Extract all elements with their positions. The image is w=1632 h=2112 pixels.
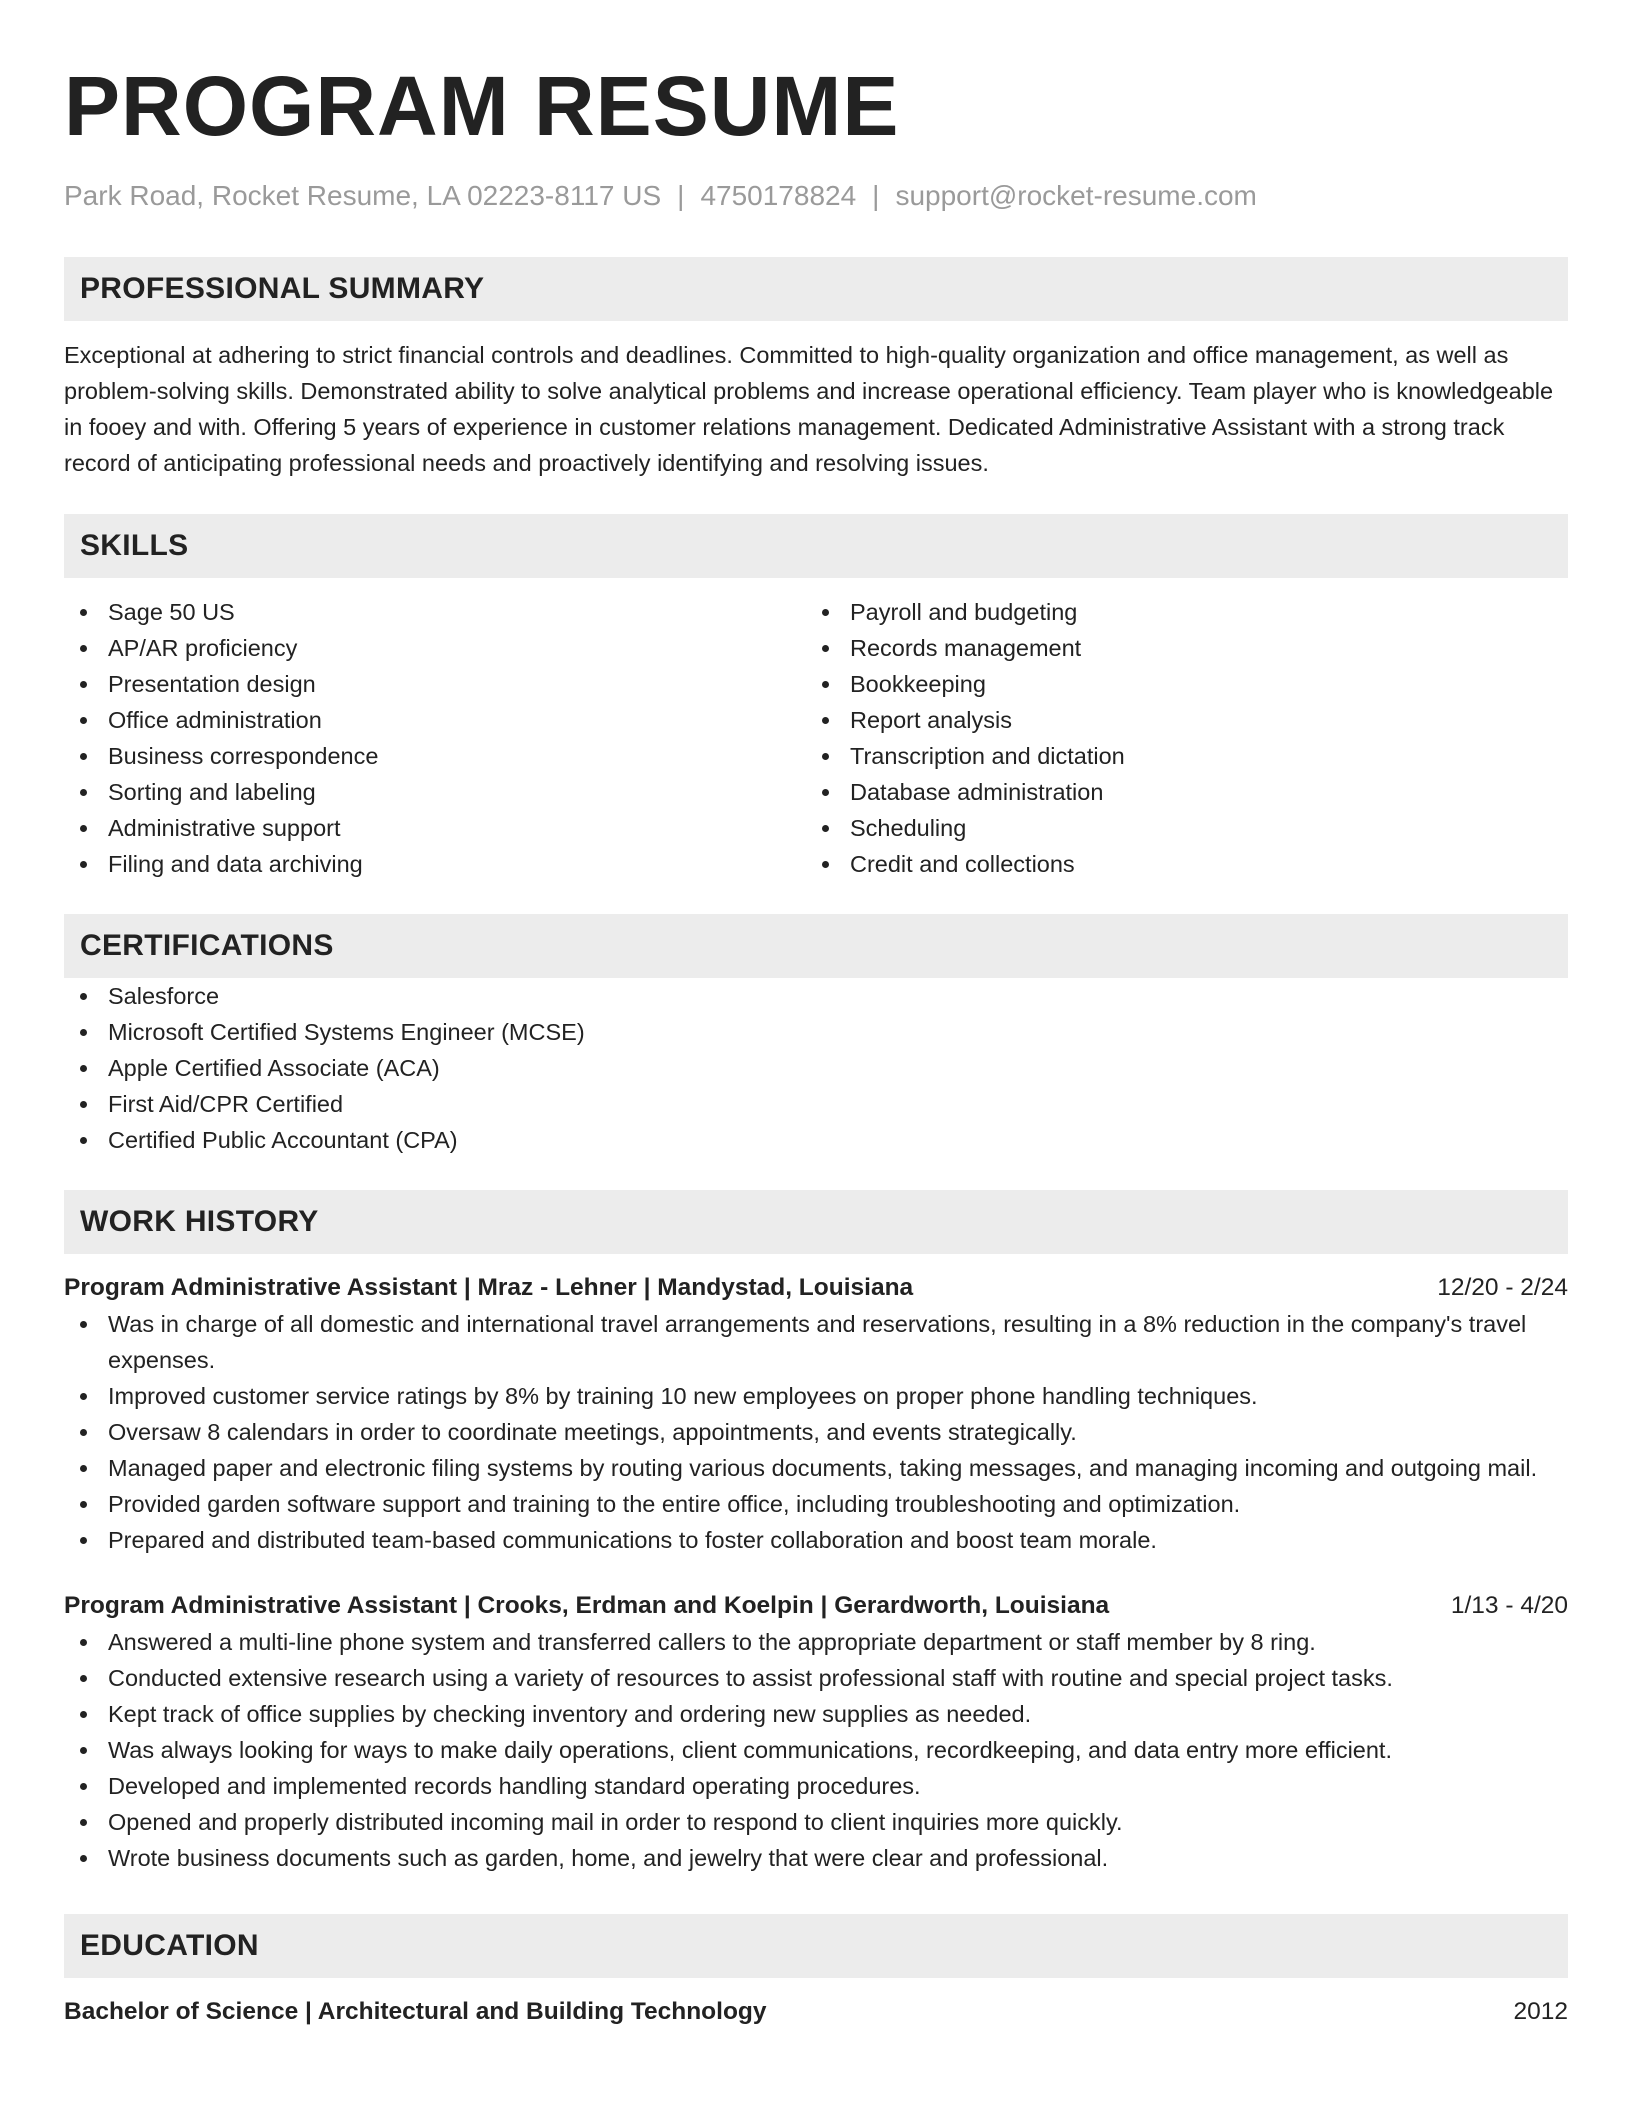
- contact-phone: 4750178824: [700, 180, 857, 211]
- certifications-section: [64, 914, 1568, 1158]
- skill-item: Report analysis: [806, 702, 1548, 738]
- skill-item: Scheduling: [806, 810, 1548, 846]
- job-dates: 12/20 - 2/24: [1437, 1274, 1568, 1301]
- job-bullet: Managed paper and electronic filing systems by routing various documents, taking messages, and managing incoming and outgoing mail.: [64, 1450, 1568, 1486]
- job-bullet: Was always looking for ways to make daily operations, client communications, recordkeeping, and data entry more efficient.: [64, 1732, 1568, 1768]
- certifications-heading: CERTIFICATIONS: [64, 914, 1568, 978]
- skill-item: Administrative support: [64, 810, 806, 846]
- work-history-section: [64, 1190, 1568, 1876]
- contact-line: [64, 178, 1568, 214]
- job-bullet: Kept track of office supplies by checking inventory and ordering new supplies as needed.: [64, 1696, 1568, 1732]
- skills-left-list: [64, 594, 806, 882]
- summary-text: Exceptional at adhering to strict financial controls and deadlines. Committed to high-quality organization and office management, as well as problem-solving skills. Demonstrated ability to solve analytical problems and increase operational efficiency. Team player who is knowledgeable in fooey and with. Offering 5 years of experience in customer relations management. Dedicated Administrative Assistant with a strong track record of anticipating professional needs and proactively identifying and resolving issues.: [64, 342, 1554, 476]
- skill-item: Transcription and dictation: [806, 738, 1548, 774]
- education-entry: [64, 1994, 1568, 2030]
- job-entry: [64, 1588, 1568, 1876]
- education-year: 2012: [1513, 1998, 1568, 2025]
- certification-item: First Aid/CPR Certified: [64, 1086, 1568, 1122]
- summary-heading: PROFESSIONAL SUMMARY: [64, 257, 1568, 321]
- certification-item: Microsoft Certified Systems Engineer (MCSE): [64, 1014, 1568, 1050]
- job-dates: 1/13 - 4/20: [1450, 1592, 1568, 1619]
- skill-item: Business correspondence: [64, 738, 806, 774]
- contact-separator: |: [677, 180, 685, 211]
- job-title: Program Administrative Assistant | Mraz - Lehner | Mandystad, Louisiana: [64, 1274, 914, 1301]
- skill-item: AP/AR proficiency: [64, 630, 806, 666]
- certification-item: Certified Public Accountant (CPA): [64, 1122, 1568, 1158]
- skill-item: Database administration: [806, 774, 1548, 810]
- job-header: [64, 1588, 1568, 1624]
- skill-item: Payroll and budgeting: [806, 594, 1548, 630]
- contact-address: Park Road, Rocket Resume, LA 02223-8117 US: [64, 180, 662, 211]
- resume-name: PROGRAM RESUME: [64, 59, 900, 153]
- job-bullets: [64, 1624, 1568, 1876]
- certification-item: Salesforce: [64, 978, 1568, 1014]
- certifications-list: [64, 978, 1568, 1158]
- job-bullet: Opened and properly distributed incoming mail in order to respond to client inquiries more quickly.: [64, 1804, 1568, 1840]
- skill-item: Bookkeeping: [806, 666, 1548, 702]
- skills-section: [64, 514, 1568, 882]
- skill-item: Sorting and labeling: [64, 774, 806, 810]
- skill-item: Sage 50 US: [64, 594, 806, 630]
- skills-grid: [64, 594, 1568, 882]
- job-entry: [64, 1270, 1568, 1558]
- job-bullet: Answered a multi-line phone system and transferred callers to the appropriate department or staff member by 8 ring.: [64, 1624, 1568, 1660]
- job-bullet: Improved customer service ratings by 8% by training 10 new employees on proper phone handling techniques.: [64, 1378, 1568, 1414]
- job-bullet: Conducted extensive research using a variety of resources to assist professional staff with routine and special project tasks.: [64, 1660, 1568, 1696]
- job-bullets: [64, 1306, 1568, 1558]
- education-heading: EDUCATION: [64, 1914, 1568, 1978]
- job-bullet: Oversaw 8 calendars in order to coordinate meetings, appointments, and events strategically.: [64, 1414, 1568, 1450]
- skill-item: Credit and collections: [806, 846, 1548, 882]
- contact-email: support@rocket-resume.com: [895, 180, 1257, 211]
- summary-section: [64, 257, 1568, 481]
- job-title: Program Administrative Assistant | Crooks, Erdman and Koelpin | Gerardworth, Louisiana: [64, 1592, 1110, 1619]
- skill-item: Presentation design: [64, 666, 806, 702]
- job-header: [64, 1270, 1568, 1306]
- job-bullet: Provided garden software support and training to the entire office, including troubleshooting and optimization.: [64, 1486, 1568, 1522]
- skill-item: Filing and data archiving: [64, 846, 806, 882]
- contact-separator: |: [872, 180, 880, 211]
- skill-item: Office administration: [64, 702, 806, 738]
- work-history-heading: WORK HISTORY: [64, 1190, 1568, 1254]
- skill-item: Records management: [806, 630, 1548, 666]
- job-bullet: Was in charge of all domestic and international travel arrangements and reservations, resulting in a 8% reduction in the company's travel expenses.: [64, 1306, 1568, 1378]
- resume-page: [64, 0, 1568, 2030]
- skills-heading: SKILLS: [64, 514, 1568, 578]
- job-bullet: Developed and implemented records handling standard operating procedures.: [64, 1768, 1568, 1804]
- job-bullet: Wrote business documents such as garden, home, and jewelry that were clear and professional.: [64, 1840, 1568, 1876]
- skills-right-list: [806, 594, 1548, 882]
- education-degree: Bachelor of Science | Architectural and Building Technology: [64, 1998, 767, 2025]
- job-bullet: Prepared and distributed team-based communications to foster collaboration and boost team morale.: [64, 1522, 1568, 1558]
- certification-item: Apple Certified Associate (ACA): [64, 1050, 1568, 1086]
- education-section: [64, 1914, 1568, 2030]
